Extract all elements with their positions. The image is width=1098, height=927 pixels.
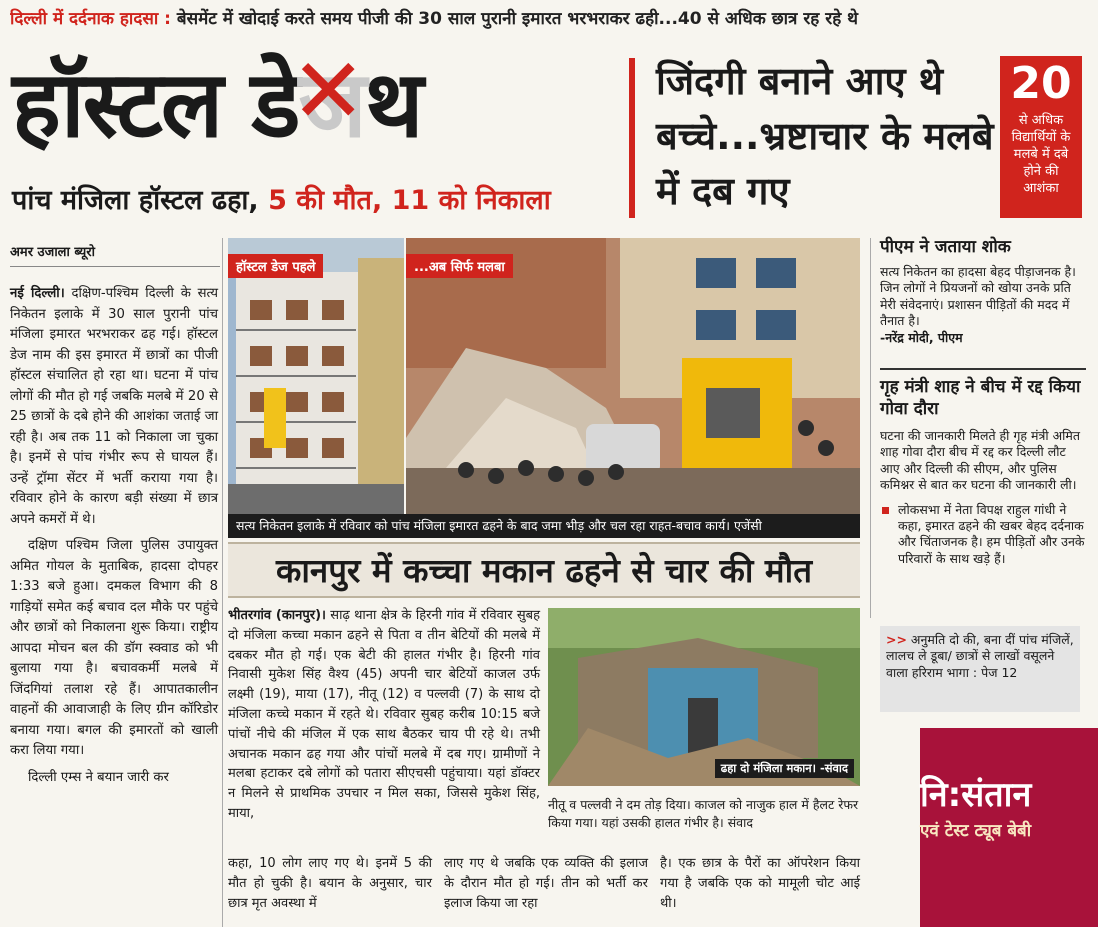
headline-divider bbox=[629, 58, 635, 218]
advertisement bbox=[880, 720, 1098, 927]
rubble-rescue-image bbox=[406, 238, 860, 514]
hostel-building-image bbox=[228, 238, 404, 514]
dateline: नई दिल्ली। bbox=[10, 286, 65, 301]
story-paragraph-2: दक्षिण पश्चिम जिला पुलिस उपायुक्त अमित गोयल के मुताबिक, हादसा दोपहर 1:33 बजे हुआ। दमकल विभाग की 8 गाड़ियों समेत कई बचाव दल मौके पर पहुंचे और छात्रों को निकालना शुरू किया। राष्ट्रीय आपदा मोचन बल की डॉग स्क्वाड को भी बुलाया गया है। बचावकर्मी मलबे में जिंदगियां तलाश रहे हैं। आपातकालीन वाहनों की आवाजाही के लिए ग्रीन कॉरिडोर बनाया गया। बगल की इमारतों को खाली करा लिया गया। bbox=[10, 538, 218, 758]
headline-struck-letter: ज ✕ bbox=[298, 51, 364, 158]
continued-col-2: लाए गए थे जबकि एक व्यक्ति की इलाज के दौरान मौत हो गई। तीन को भर्ती कर इलाज किया जा रहा bbox=[444, 856, 648, 911]
shah-heading: गृह मंत्री शाह ने बीच में रद्द किया गोवा दौरा bbox=[880, 377, 1081, 419]
ad-title: नि:संतान bbox=[920, 775, 1032, 815]
red-fact-box bbox=[1000, 56, 1082, 218]
fact-number: 20 bbox=[1010, 58, 1072, 109]
kanpur-story bbox=[228, 606, 540, 824]
photo-hostel-before bbox=[228, 238, 404, 514]
fact-text: से अधिक विद्यार्थियों के मलबे में दबे होने की आशंका bbox=[1011, 113, 1071, 196]
continued-col-3: है। एक छात्र के पैरों का ऑपरेशन किया गया है जबकि एक को मामूली चोट आई थी। bbox=[660, 856, 860, 911]
headline-part2: थ bbox=[364, 51, 422, 158]
top-strap bbox=[10, 6, 1090, 36]
teaser-text: अनुमति दो की, बना दीं पांच मंजिलें, लालच ले डूबा/ छात्रों से लाखों वसूलने वाला हरिराम भागा : पेज 12 bbox=[886, 632, 1074, 680]
shah-text: घटना की जानकारी मिलते ही गृह मंत्री अमित शाह गोवा दौरा बीच में रद्द कर दिल्ली लौट आए और दिल्ली की सीएम, और पुलिस कमिश्नर से बात कर घटना की जानकारी ली। bbox=[880, 428, 1081, 493]
left-column-story bbox=[10, 284, 218, 788]
photo-caption: सत्य निकेतन इलाके में रविवार को पांच मंजिला इमारत ढहने के बाद जमा भीड़ और चल रहा राहत-बचाव कार्य। एजेंसी bbox=[228, 514, 860, 538]
kanpur-story-continued: नीतू व पल्लवी ने दम तोड़ दिया। काजल को नाजुक हाल में हैलट रेफर किया गया। यहां उसकी हालत गंभीर है। संवाद bbox=[548, 797, 859, 830]
main-headline bbox=[12, 46, 612, 164]
byline: अमर उजाला ब्यूरो bbox=[10, 242, 220, 267]
strap-label: दिल्ली में दर्दनाक हादसा : bbox=[10, 9, 171, 29]
kanpur-photo-caption: ढहा दो मंजिला मकान। -संवाद bbox=[715, 759, 854, 778]
ad-top-margin bbox=[880, 720, 1098, 728]
teaser-arrow: >> bbox=[886, 632, 907, 647]
pm-quote: सत्य निकेतन का हादसा बेहद पीड़ाजनक है। जिन लोगों ने प्रियजनों को खोया उनके प्रति मेरी संवेदनाएं। प्रशासन पीड़ितों की मदद में तैनात है। bbox=[880, 264, 1076, 329]
shah-box bbox=[880, 376, 1086, 567]
pm-heading: पीएम ने जताया शोक bbox=[880, 237, 1011, 257]
sub-headline bbox=[12, 180, 622, 224]
tag-after: ...अब सिर्फ मलबा bbox=[406, 254, 513, 278]
right-column-divider bbox=[880, 368, 1086, 370]
kanpur-dateline: भीतरगांव (कानपुर)। bbox=[228, 608, 326, 623]
rahul-statement: लोकसभा में नेता विपक्ष राहुल गांधी ने कहा, इमारत ढहने की खबर बेहद दर्दनाक और चिंताजनक है। हम पीड़ितों और उनके परिवारों के साथ खड़े हैं। bbox=[880, 502, 1086, 568]
story-paragraph-1 bbox=[10, 284, 218, 530]
tag-before: हॉस्टल डेज पहले bbox=[228, 254, 323, 278]
side-headline: जिंदगी बनाने आए थे बच्चे...भ्रष्टाचार के मलबे में दब गए bbox=[656, 59, 994, 213]
continued-col-1: कहा, 10 लोग लाए गए थे। इनमें 5 की मौत हो चुकी है। बयान के अनुसार, चार छात्र मृत अवस्था में bbox=[228, 856, 432, 911]
photo-kanpur-house bbox=[548, 608, 860, 786]
page-teaser bbox=[880, 626, 1080, 712]
pm-condolence-box bbox=[880, 236, 1086, 346]
story-text-1: दक्षिण-पश्चिम दिल्ली के सत्य निकेतन इलाके में 30 साल पुरानी पांच मंजिला इमारत भरभराकर ढह गई। हॉस्टल डेज नाम की इस इमारत में छात्रों का पीजी हॉस्टल संचालित हो रहा था। घटना में पांच लोगों की मौत हो गई जबकि मलबे में 20 से 25 छात्रों के दबे होने की आशंका जताई जा रही है। अब तक 11 को निकाला जा चुका है। इनमें से पांच गंभीर रूप से घायल हैं। उन्हें ट्रॉमा सेंटर में भर्ती कराया गया है। रविवार होने के कारण बड़ी संख्या में छात्र अपने कमरों में थे। bbox=[10, 286, 218, 527]
kanpur-story-text: साढ़ थाना क्षेत्र के हिरनी गांव में रविवार सुबह दो मंजिला कच्चा मकान ढहने से पिता व तीन बेटियों की मलबे में दबकर मौत हो गई। एक बेटी की हालत गंभीर है। हिरनी गांव निवासी मुकेश सिंह वैश्य (45) अपनी चार बेटियों काजल उर्फ लक्ष्मी (19), माया (17), नीतू (12) व पल्लवी (7) के साथ दो मंजिला कच्चे मकान में रहते थे। रविवार सुबह करीब 10:15 बजे पांचों नीचे की मंजिल में एक साथ बैठकर चाय पी रहे थे। तभी अचानक मकान ढह गया और पांचों मलबे में दब गए। ग्रामीणों ने मलबा हटाकर दबे लोगों को पतारा सीएचसी पहुंचाया। यहां डॉक्टर न मिलने से प्राथमिक उपचार न मिल सका, जिससे मुकेश सिंह, माया, bbox=[228, 608, 541, 821]
story-paragraph-3: दिल्ली एम्स ने बयान जारी कर bbox=[28, 769, 169, 785]
column-rule-left bbox=[222, 238, 223, 927]
strap-text: बेसमेंट में खोदाई करते समय पीजी की 30 साल पुरानी इमारत भरभराकर ढही...40 से अधिक छात्र रह रहे थे bbox=[170, 9, 859, 29]
column-rule-right bbox=[870, 238, 871, 618]
kanpur-headline: कानपुर में कच्चा मकान ढहने से चार की मौत bbox=[228, 542, 860, 598]
ad-subtitle: एवं टेस्ट ट्यूब बेबी bbox=[920, 821, 1032, 841]
headline-part1: हॉस्टल डे bbox=[12, 51, 299, 158]
sub-headline-red: 5 की मौत, 11 को निकाला bbox=[268, 185, 551, 216]
sub-headline-black: पांच मंजिला हॉस्टल ढहा, bbox=[12, 185, 269, 216]
ad-left-margin bbox=[880, 720, 920, 927]
photo-rubble bbox=[406, 238, 860, 514]
pm-signature: -नरेंद्र मोदी, पीएम bbox=[880, 329, 963, 345]
